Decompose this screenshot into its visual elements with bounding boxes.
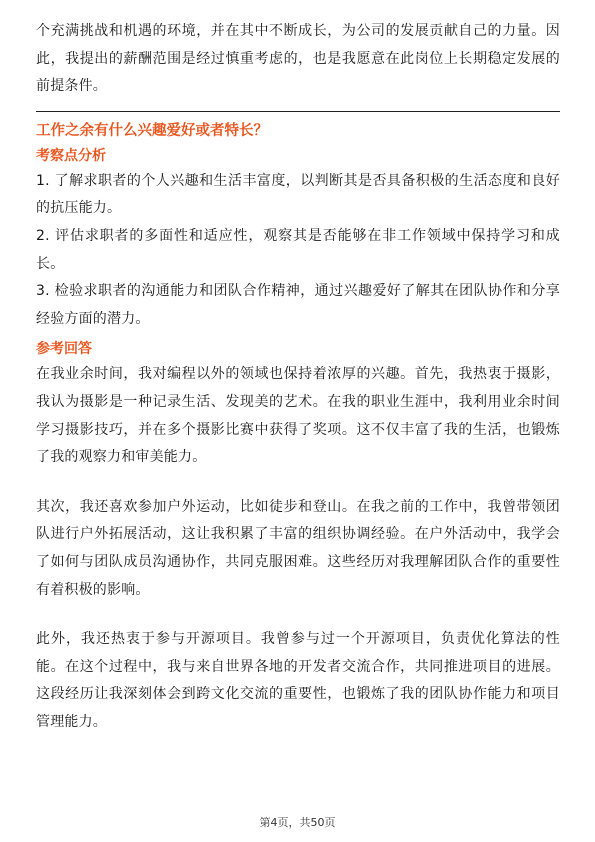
answer-paragraph-2: 其次，我还喜欢参加户外运动，比如徒步和登山。在我之前的工作中，我曾带领团队进行户外拓展活动，这让我积累了丰富的组织协调经验。在户外活动中，我学会了如何与团队成员沟通协作，共同克服困难。这些经历对我理解团队合作的重要性有着积极的影响。 — [36, 498, 560, 598]
answer-paragraph-3: 此外，我还热衷于参与开源项目。我曾参与过一个开源项目，负责优化算法的性能。在这个过程中，我与来自世界各地的开发者交流合作，共同推进项目的进展。这段经历让我深刻体会到跨文化交流的重要性，也锻炼了我的团队协作能力和项目管理能力。 — [36, 631, 560, 730]
answer-heading: 参考回答 — [36, 341, 92, 358]
document-page — [36, 18, 560, 736]
analysis-heading: 考察点分析 — [36, 147, 106, 164]
analysis-item-1: 1. 了解求职者的个人兴趣和生活丰富度，以判断其是否具备积极的生活态度和良好的抗压能力。 — [36, 172, 560, 217]
paragraph-gap — [36, 472, 560, 494]
analysis-item-3: 3. 检验求职者的沟通能力和团队合作精神，通过兴趣爱好了解其在团队协作和分享经验方面的潜力。 — [36, 283, 560, 327]
answer-paragraph-1: 在我业余时间，我对编程以外的领域也保持着浓厚的兴趣。首先，我热衷于摄影，我认为摄影是一种记录生活、发现美的艺术。在我的职业生涯中，我利用业余时间学习摄影技巧，并在多个摄影比赛中获得了奖项。这不仅丰富了我的生活，也锻炼了我的观察力和审美能力。 — [36, 366, 560, 466]
page-number-footer: 第4页，共50页 — [259, 816, 336, 829]
paragraph-gap — [36, 604, 560, 626]
analysis-item-2: 2. 评估求职者的多面性和适应性，观察其是否能够在非工作领域中保持学习和成长。 — [36, 227, 560, 272]
intro-paragraph: 个充满挑战和机遇的环境，并在其中不断成长，为公司的发展贡献自己的力量。因此，我提出的薪酬范围是经过慎重考虑的，也是我愿意在此岗位上长期稳定发展的前提条件。 — [36, 23, 560, 95]
question-heading: 工作之余有什么兴趣爱好或者特长？ — [36, 122, 268, 139]
section-divider — [36, 111, 560, 112]
